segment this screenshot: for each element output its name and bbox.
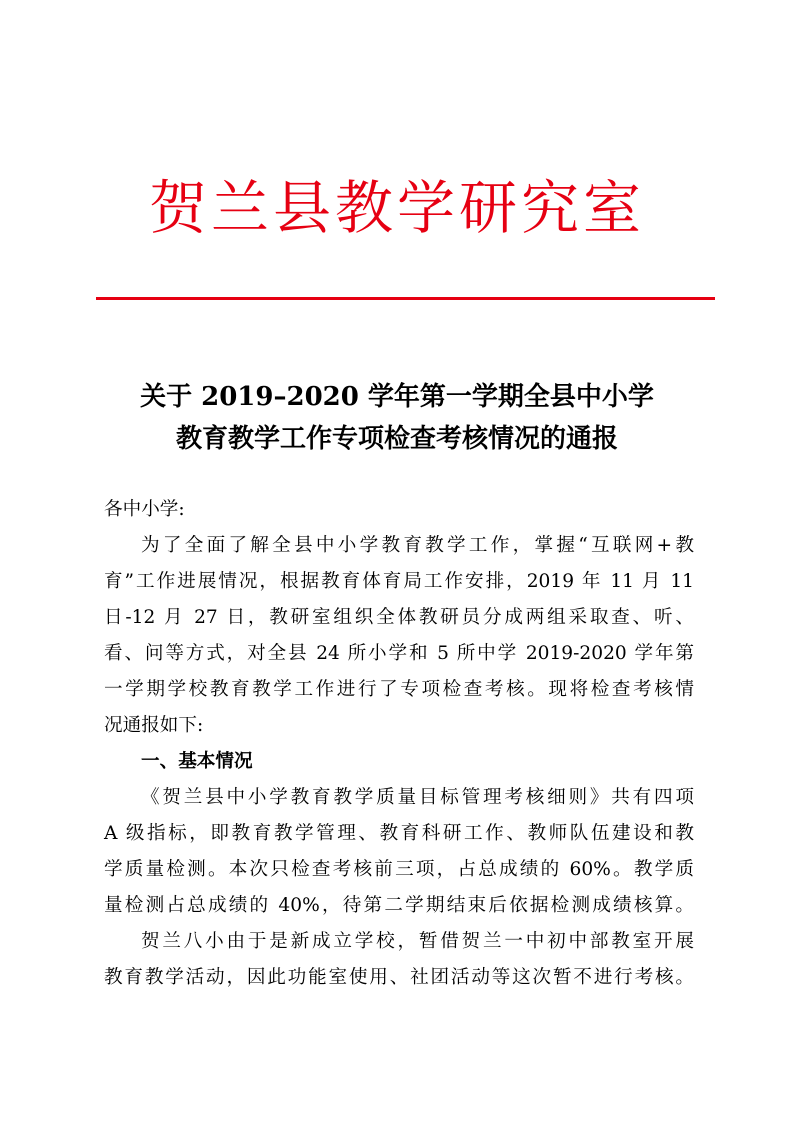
paragraph-line: A 级指标，即教育教学管理、教育科研工作、教师队伍建设和教 xyxy=(104,823,694,844)
paragraph-line: 《贺兰县中小学教育教学质量目标管理考核细则》共有四项 xyxy=(141,787,694,808)
paragraph-line: 育”工作进展情况，根据教育体育局工作安排，2019 年 11 月 11 xyxy=(104,571,694,592)
paragraph-line: 况通报如下: xyxy=(104,715,204,736)
paragraph-line: 看、问等方式，对全县 24 所小学和 5 所中学 2019-2020 学年第 xyxy=(104,643,694,664)
document-title-line-2: 教育教学工作专项检查考核情况的通报 xyxy=(175,424,618,454)
paragraph-school-exception xyxy=(104,924,694,996)
document-title-line-1: 关于 2019–2020 学年第一学期全县中小学 xyxy=(140,382,654,412)
salutation: 各中小学: xyxy=(104,499,185,520)
paragraph-line: 为了全面了解全县中小学教育教学工作，掌握“互联网+教 xyxy=(141,535,694,556)
paragraph-assessment-criteria xyxy=(104,780,694,924)
masthead-divider xyxy=(96,297,715,300)
section-heading-basic-situation: 一、基本情况 xyxy=(141,751,253,772)
paragraph-line: 学质量检测。本次只检查考核前三项，占总成绩的 60%。教学质 xyxy=(104,859,694,880)
paragraph-line: 日-12 月 27 日，教研室组织全体教研员分成两组采取查、听、 xyxy=(104,607,694,628)
paragraph-intro xyxy=(104,528,694,744)
paragraph-line: 一学期学校教育教学工作进行了专项检查考核。现将检查考核情 xyxy=(104,679,694,700)
paragraph-line: 教育教学活动，因此功能室使用、社团活动等这次暂不进行考核。 xyxy=(104,967,694,988)
paragraph-line: 量检测占总成绩的 40%，待第二学期结束后依据检测成绩核算。 xyxy=(104,895,694,916)
paragraph-line: 贺兰八小由于是新成立学校，暂借贺兰一中初中部教室开展 xyxy=(141,931,694,952)
masthead-org-name: 贺兰县教学研究室 xyxy=(148,174,645,242)
